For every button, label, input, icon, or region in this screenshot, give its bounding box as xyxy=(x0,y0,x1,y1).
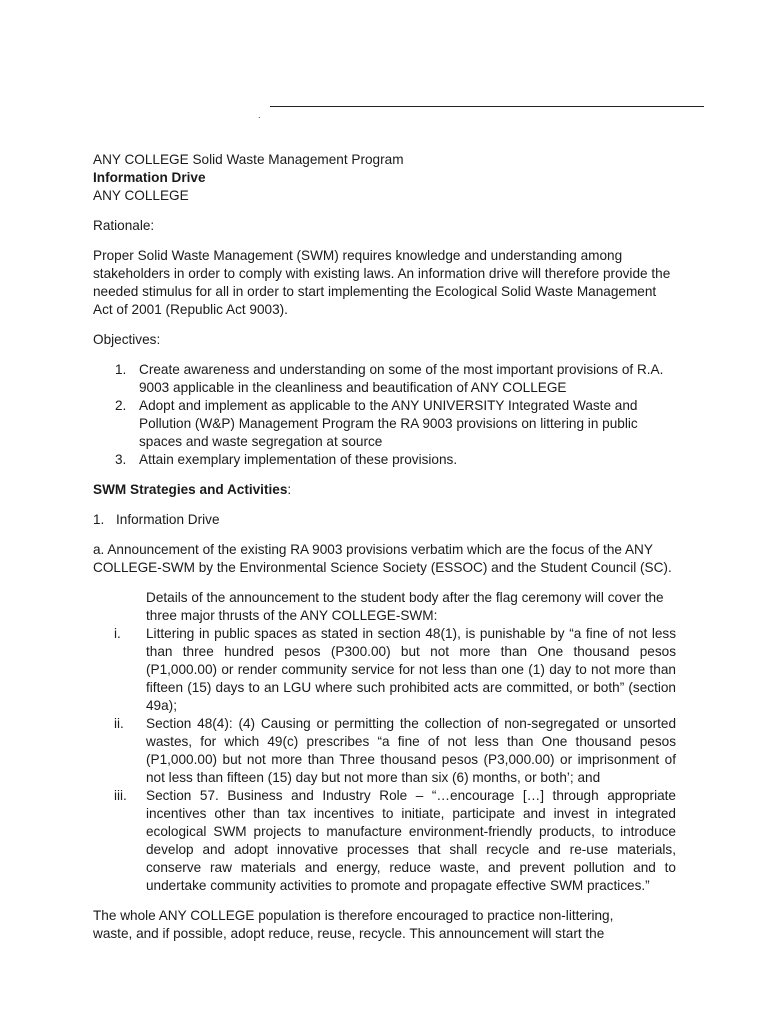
strategies-heading xyxy=(93,481,676,499)
document-subtitle: Information Drive xyxy=(93,170,206,185)
objective-text: Adopt and implement as applicable to the ANY UNIVERSITY Integrated Waste and Pollution (W&P) Management Program the RA 9003 provisions on littering in public spaces and waste segregation at source xyxy=(139,398,638,449)
document-body xyxy=(93,151,676,943)
objective-number: 3. xyxy=(115,452,127,467)
objectives-list xyxy=(93,361,676,469)
announcement-text: a. Announcement of the existing RA 9003 provisions verbatim which are the focus of the ANY COLLEGE-SWM by the Environmental Science Society (ESSOC) and the Student Council (SC). xyxy=(93,542,672,575)
thrust-item xyxy=(114,625,676,715)
activity-label: Information Drive xyxy=(116,512,220,527)
objective-text: Attain exemplary implementation of these provisions. xyxy=(139,452,458,467)
rationale-heading: Rationale: xyxy=(93,218,155,233)
objective-item xyxy=(93,361,676,397)
thrust-item xyxy=(114,787,676,895)
objective-text: Create awareness and understanding on some of the most important provisions of R.A. 9003 applicable in the cleanliness and beautification of ANY COLLEGE xyxy=(139,362,664,395)
header-dot: . xyxy=(258,110,261,120)
objective-number: 1. xyxy=(115,362,127,377)
thrust-item xyxy=(114,715,676,787)
closing-line-2: waste, and if possible, adopt reduce, reuse, recycle. This announcement will start the xyxy=(93,926,605,941)
announcement-details xyxy=(114,589,676,895)
closing-line-1: The whole ANY COLLEGE population is therefore encouraged to practice non-littering, xyxy=(93,908,614,923)
thrust-number: ii. xyxy=(114,716,124,731)
thrusts-list xyxy=(114,625,676,895)
header-rule xyxy=(270,106,704,107)
objective-number: 2. xyxy=(115,398,127,413)
objective-item xyxy=(93,451,676,469)
rationale-text: Proper Solid Waste Management (SWM) requires knowledge and understanding among stakeholders in order to comply with existing laws. An information drive will therefore provide the needed stimulus for all in order to start implementing the Ecological Solid Waste Management Act of 2001 (Republic Act 9003). xyxy=(93,248,671,317)
college-name: ANY COLLEGE xyxy=(93,188,189,203)
thrust-number: i. xyxy=(114,626,121,641)
activity-item xyxy=(93,511,676,529)
program-title: ANY COLLEGE Solid Waste Management Program xyxy=(93,152,404,167)
objective-item xyxy=(93,397,676,451)
thrust-text: Littering in public spaces as stated in section 48(1), is punishable by “a fine of not less than three hundred pesos (P300.00) but not more than One thousand pesos (P1,000.00) or render community service for not less than one (1) day to not more than fifteen (15) days to an LGU where such prohibited acts are committed, or both” (section 49a); xyxy=(146,626,676,713)
thrust-text: Section 57. Business and Industry Role – “…encourage […] through appropriate incentives other than tax incentives to initiate, participate and invest in integrated ecological SWM projects to manufacture environment-friendly products, to introduce develop and adopt innovative processes that shall recycle and re-use materials, conserve raw materials and energy, reduce waste, and prevent pollution and to undertake community activities to promote and propagate effective SWM practices.” xyxy=(146,788,676,893)
objectives-heading: Objectives: xyxy=(93,332,161,347)
activity-number: 1. xyxy=(93,512,105,527)
thrust-number: iii. xyxy=(114,788,127,803)
strategies-heading-text: SWM Strategies and Activities xyxy=(93,482,288,497)
thrust-text: Section 48(4): (4) Causing or permitting the collection of non-segregated or unsorted wastes, for which 49(c) prescribes “a fine of not less than One thousand pesos (P1,000.00) but not more than Three thousand pesos (P3,000.00) or imprisonment of not less than fifteen (15) day but not more than six (6) months, or both’; and xyxy=(146,716,676,785)
strategies-heading-colon: : xyxy=(287,482,292,497)
details-intro: Details of the announcement to the student body after the flag ceremony will cover the three major thrusts of the ANY COLLEGE-SWM: xyxy=(146,590,664,623)
